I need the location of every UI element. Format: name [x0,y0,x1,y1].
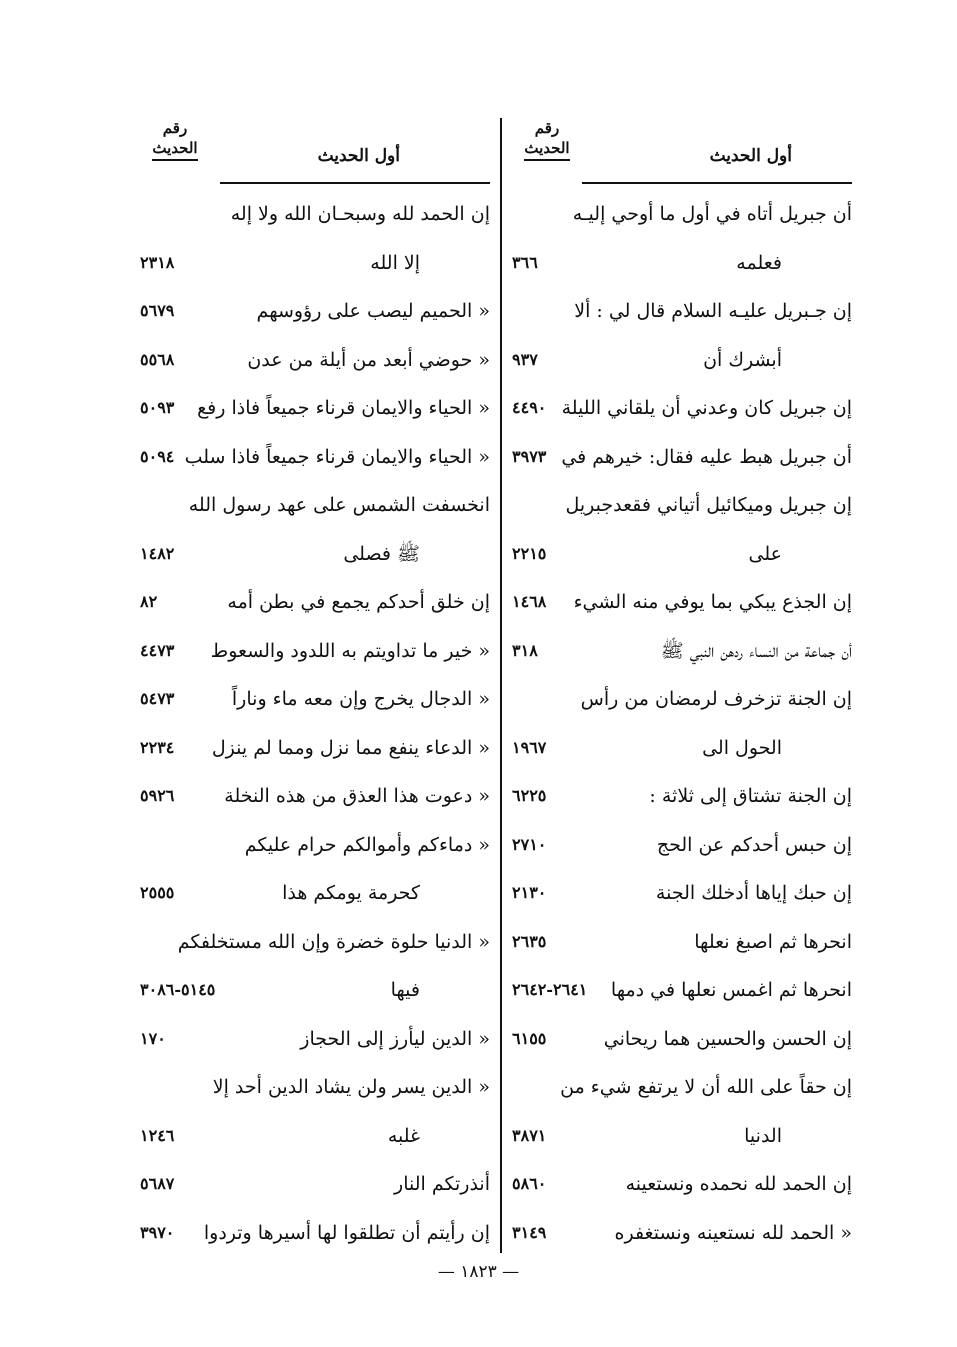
title-column-heading: أول الحديث [709,146,792,166]
index-entry [140,1063,490,1112]
right-column [512,118,852,1257]
index-entry [512,336,852,385]
header-rule [220,182,490,184]
hadith-opening-text: « حوضي أبعد من أيلة من عدن [247,348,490,371]
hadith-opening-text: « الدعاء ينفع مما نزل ومما لم ينزل [211,736,490,759]
hadith-number: ٥١٤٥-٣٠٨٦ [140,980,216,999]
index-entry [512,821,852,870]
hadith-opening-text: « دماءكم وأموالكم حرام عليكم [244,833,490,856]
hadith-number: ٥٩٢٦ [140,786,175,805]
index-entry [512,481,852,530]
hadith-opening-text: كحرمة يومكم هذا [282,882,420,904]
index-entry [512,287,852,336]
hadith-opening-text: إن جبريل وميكائيل أتياني فقعدجبريل [565,494,852,516]
hadith-opening-text: الدنيا [744,1124,782,1147]
number-column-heading [512,118,582,161]
index-entry [140,336,490,385]
hadith-number: ٣١٤٩ [512,1222,547,1242]
hadith-number: ٢٣١٨ [140,252,175,272]
hadith-number: ٣١٨ [512,640,538,660]
hadith-number: ٢٧١٠ [512,834,547,854]
hadith-opening-text: إن جبريل كان وعدني أن يلقاني الليلة [561,397,852,419]
hadith-opening-text: « الحمد لله نستعينه ونستغفره [614,1221,852,1244]
index-entry [512,1160,852,1209]
hadith-opening-text: « الحياء والايمان قرناء جميعاً فاذا سلب [184,445,490,468]
index-entry [512,433,852,482]
hadith-number: ٣٩٧٠ [140,1222,175,1242]
hadith-number: ٢٢٣٤ [140,737,175,757]
hadith-number: ٥٠٩٣ [140,398,175,417]
number-heading-line2: الحديث [152,138,197,161]
index-entry [512,1063,852,1112]
hadith-opening-text: أنذرتكم النار [394,1173,490,1195]
index-entry [140,1160,490,1209]
index-entry [140,918,490,967]
hadith-number: ٥٦٧٩ [140,301,175,320]
hadith-opening-text: إن الحمد لله نحمده ونستعينه [625,1173,852,1195]
left-column [140,118,490,1257]
hadith-number: ٢٥٥٥ [140,883,175,902]
hadith-number: ٣٦٦ [512,252,538,272]
hadith-opening-text: إلا الله [370,251,420,274]
index-entry [512,772,852,821]
hadith-number: ٥٠٩٤ [140,446,175,466]
hadith-opening-text: إن حقاً على الله أن لا يرتفع شيء من [560,1076,852,1098]
hadith-number: ٤٤٩٠ [512,398,547,417]
hadith-opening-text: إن الجذع يبكي بما يوفي منه الشيء [573,591,852,613]
hadith-opening-text: غلبه [387,1124,420,1147]
index-entry [140,821,490,870]
index-entry [140,1112,490,1161]
hadith-opening-text: « الدنيا حلوة خضرة وإن الله مستخلفكم [177,930,490,953]
hadith-number: ١٩٦٧ [512,737,547,757]
hadith-number: ٥٨٦٠ [512,1174,547,1193]
hadith-opening-text: أبشرك أن [703,348,782,371]
hadith-number: ٥٦٨٧ [140,1174,175,1193]
number-heading-line1: رقم [162,119,188,137]
hadith-opening-text: فيها [390,979,420,1001]
hadith-number: ٢٦٣٥ [512,931,547,951]
index-entry [512,1112,852,1161]
index-entry [512,724,852,773]
hadith-number: ٣٩٧٣ [512,446,547,466]
number-heading-line2: الحديث [524,138,569,161]
hadith-opening-text: إن جـبريل عليـه السلام قال لي : ألا [574,300,852,322]
index-entry [140,433,490,482]
index-entry [512,190,852,239]
index-entry [140,578,490,627]
hadith-number: ٩٣٧ [512,349,538,369]
index-entry [140,1209,490,1258]
hadith-opening-text: الحول الى [702,736,782,759]
hadith-opening-text: « الحياء والايمان قرناء جميعاً فاذا رفع [197,397,490,419]
index-entry [512,966,852,1015]
hadith-opening-text: « الدين ليأرز إلى الحجاز [300,1027,490,1050]
index-entry [512,918,852,967]
column-divider [500,118,502,1253]
hadith-opening-text: إن الجنة تشتاق إلى ثلاثة : [649,785,852,807]
hadith-opening-text: فعلمه [736,251,782,274]
index-entry [512,1015,852,1064]
index-entry [512,578,852,627]
index-entry [140,239,490,288]
header-rule [582,182,852,184]
hadith-opening-text: إن خلق أحدكم يجمع في بطن أمه [227,591,490,613]
hadith-opening-text: انخسفت الشمس على عهد رسول الله [188,494,490,516]
hadith-opening-text: انحرها ثم اصبغ نعلها [694,930,852,953]
hadith-number: ١٤٨٢ [140,543,175,563]
hadith-number: ٨٢ [140,592,158,611]
hadith-opening-text: أن جبريل أتاه في أول ما أوحي إليـه [572,203,852,225]
right-entry-list [512,190,852,1257]
hadith-opening-text: إن رأيتم أن تطلقوا لها أسيرها وتردوا [203,1221,490,1244]
hadith-number: ٢٦٤١-٢٦٤٢ [512,980,588,999]
index-entry [140,675,490,724]
hadith-number: ٥٥٦٨ [140,349,175,369]
hadith-opening-text: « دعوت هذا العذق من هذه النخلة [224,785,490,807]
hadith-opening-text: على [748,542,782,565]
hadith-opening-text: أن جماعة من النساء ردهن النبي ﷺ [660,639,852,662]
index-entry [140,966,490,1015]
hadith-opening-text: « الدجال يخرج وإن معه ماء وناراً [231,688,490,710]
index-entry [512,384,852,433]
index-entry [140,627,490,676]
hadith-number: ٤٤٧٣ [140,640,175,660]
hadith-opening-text: إن الجنة تزخرف لرمضان من رأس [580,688,852,710]
hadith-number: ٢١٣٠ [512,883,547,902]
index-entry [512,675,852,724]
title-column-heading: أول الحديث [317,146,400,166]
index-entry [512,869,852,918]
hadith-opening-text: أن جبريل هبط عليه فقال: خيرهم في [561,445,852,468]
page-number: — ١٨٢٣ — [437,1262,520,1282]
number-heading-line1: رقم [534,119,560,137]
hadith-opening-text: إن حبك إياها أدخلك الجنة [655,882,852,904]
hadith-number: ٢٢١٥ [512,543,547,563]
hadith-opening-text: انحرها ثم اغمس نعلها في دمها [610,979,852,1001]
hadith-number: ٣٨٧١ [512,1125,547,1145]
index-entry [140,530,490,579]
index-entry [140,724,490,773]
hadith-number: ١٢٤٦ [140,1125,175,1145]
number-column-heading [140,118,210,161]
index-entry [512,1209,852,1258]
hadith-number: ١٧٠ [140,1028,166,1048]
hadith-opening-text: إن حبس أحدكم عن الحج [656,833,852,856]
index-entry [512,239,852,288]
index-entry [140,1015,490,1064]
index-entry [140,384,490,433]
left-column-header [140,118,490,190]
index-entry [140,287,490,336]
hadith-number: ١٤٦٨ [512,592,547,611]
hadith-opening-text: « الحميم ليصب على رؤوسهم [256,300,490,322]
index-entry [140,869,490,918]
hadith-number: ٥٤٧٣ [140,689,175,708]
index-entry [140,190,490,239]
hadith-opening-text: « خير ما تداويتم به اللدود والسعوط [210,639,490,662]
index-entry [512,530,852,579]
right-column-header [512,118,852,190]
left-entry-list [140,190,490,1257]
hadith-number: ٦١٥٥ [512,1028,547,1048]
index-entry [140,772,490,821]
index-entry [140,481,490,530]
hadith-opening-text: إن الحسن والحسين هما ريحاني [603,1027,852,1050]
hadith-opening-text: إن الحمد لله وسبحـان الله ولا إله [230,203,490,225]
index-entry [512,627,852,676]
hadith-number: ٦٢٢٥ [512,786,547,805]
hadith-opening-text: ﷺ فصلى [343,542,420,565]
hadith-opening-text: « الدين يسر ولن يشاد الدين أحد إلا [212,1076,490,1098]
